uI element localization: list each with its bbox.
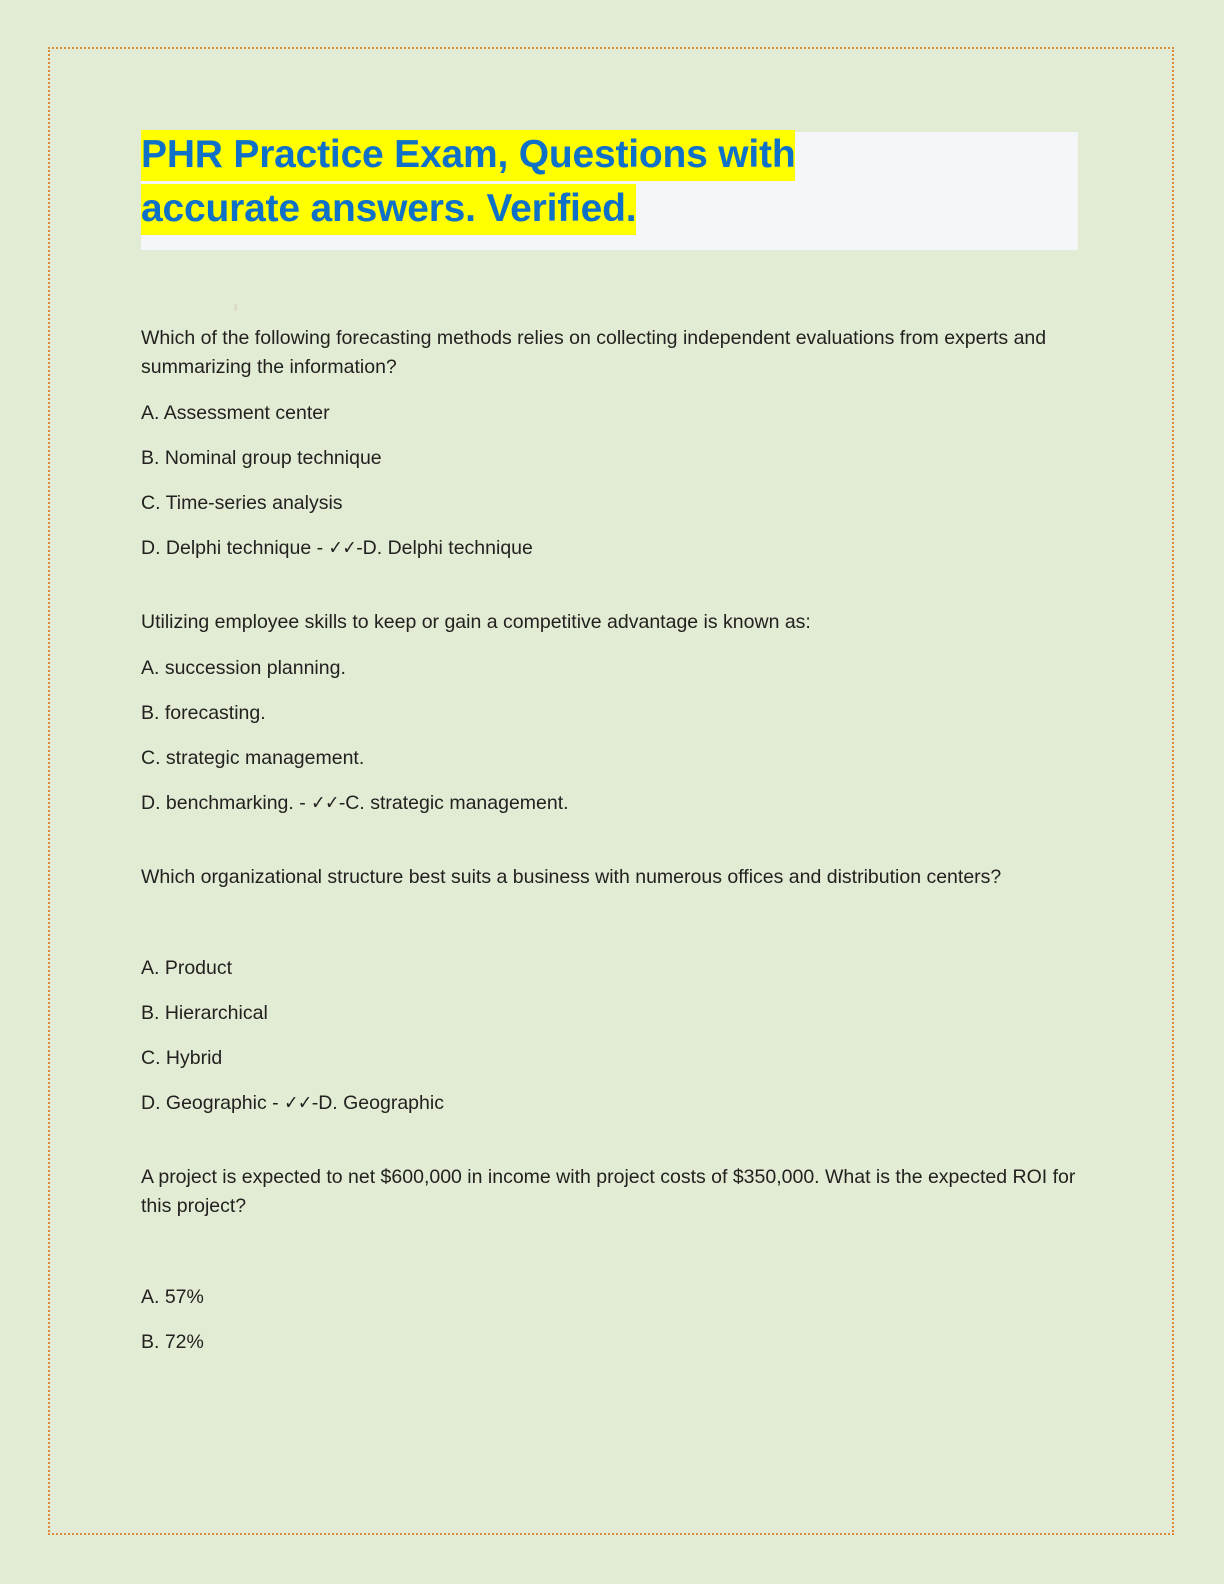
spacer-between-questions bbox=[141, 818, 1081, 863]
spacer bbox=[141, 683, 1081, 699]
spacer-between-questions bbox=[141, 1118, 1081, 1163]
answer-option[interactable]: C. strategic management. bbox=[141, 747, 365, 769]
answer-key-text: -D. Geographic bbox=[311, 1092, 444, 1114]
spacer bbox=[141, 728, 1081, 744]
spacer bbox=[141, 382, 1081, 399]
check-mark-icon: ✓✓ bbox=[328, 537, 357, 559]
question-stem: Which organizational structure best suits a business with numerous offices and distribution centers? bbox=[141, 866, 1002, 888]
answer-key-text: -C. strategic management. bbox=[338, 792, 569, 814]
question-block bbox=[141, 1163, 1081, 1357]
answer-option[interactable]: B. 72% bbox=[141, 1331, 204, 1353]
answer-option-correct[interactable] bbox=[141, 1089, 1081, 1118]
answer-key-text: -D. Delphi technique bbox=[356, 537, 533, 559]
spacer bbox=[141, 473, 1081, 489]
question-block bbox=[141, 324, 1081, 563]
title-line-1: PHR Practice Exam, Questions with bbox=[141, 130, 795, 181]
spacer bbox=[141, 1073, 1081, 1089]
document-body bbox=[141, 128, 1081, 1357]
page-title bbox=[141, 128, 1081, 236]
answer-option[interactable]: C. Hybrid bbox=[141, 1047, 223, 1069]
spacer bbox=[141, 1028, 1081, 1044]
answer-option[interactable]: C. Time-series analysis bbox=[141, 492, 343, 514]
answer-option-text: D. Geographic - bbox=[141, 1092, 285, 1114]
answer-option[interactable]: A. Assessment center bbox=[141, 402, 330, 424]
answer-option[interactable]: A. Product bbox=[141, 957, 233, 979]
check-mark-icon: ✓✓ bbox=[284, 1092, 312, 1114]
spacer bbox=[141, 1221, 1081, 1283]
spacer bbox=[141, 983, 1081, 999]
question-block bbox=[141, 608, 1081, 818]
spacer bbox=[141, 1312, 1081, 1328]
spacer-between-questions bbox=[141, 563, 1081, 608]
question-stem: A project is expected to net $600,000 in income with project costs of $350,000. What is the expected ROI for this project? bbox=[141, 1166, 1076, 1217]
spacer bbox=[141, 892, 1081, 954]
title-lines bbox=[141, 128, 1081, 236]
answer-option-text: D. benchmarking. - bbox=[141, 792, 312, 814]
question-stem: Utilizing employee skills to keep or gain a competitive advantage is known as: bbox=[141, 611, 811, 633]
answer-option[interactable]: B. Nominal group technique bbox=[141, 447, 382, 469]
answer-option-text: D. Delphi technique - bbox=[141, 537, 329, 559]
spacer bbox=[141, 637, 1081, 654]
question-stem: Which of the following forecasting methods relies on collecting independent evaluations from experts and summarizing the information? bbox=[141, 327, 1047, 378]
title-line-2: accurate answers. Verified. bbox=[141, 184, 636, 235]
spacer bbox=[141, 773, 1081, 789]
answer-option[interactable]: A. succession planning. bbox=[141, 657, 346, 679]
answer-option-correct[interactable] bbox=[141, 789, 1081, 818]
answer-option[interactable]: A. 57% bbox=[141, 1286, 204, 1308]
spacer bbox=[141, 518, 1081, 534]
answer-option-correct[interactable] bbox=[141, 534, 1081, 563]
spacer bbox=[141, 428, 1081, 444]
check-mark-icon: ✓✓ bbox=[311, 792, 339, 814]
answer-option[interactable]: B. forecasting. bbox=[141, 702, 266, 724]
answer-option[interactable]: B. Hierarchical bbox=[141, 1002, 268, 1024]
question-block bbox=[141, 863, 1081, 1118]
